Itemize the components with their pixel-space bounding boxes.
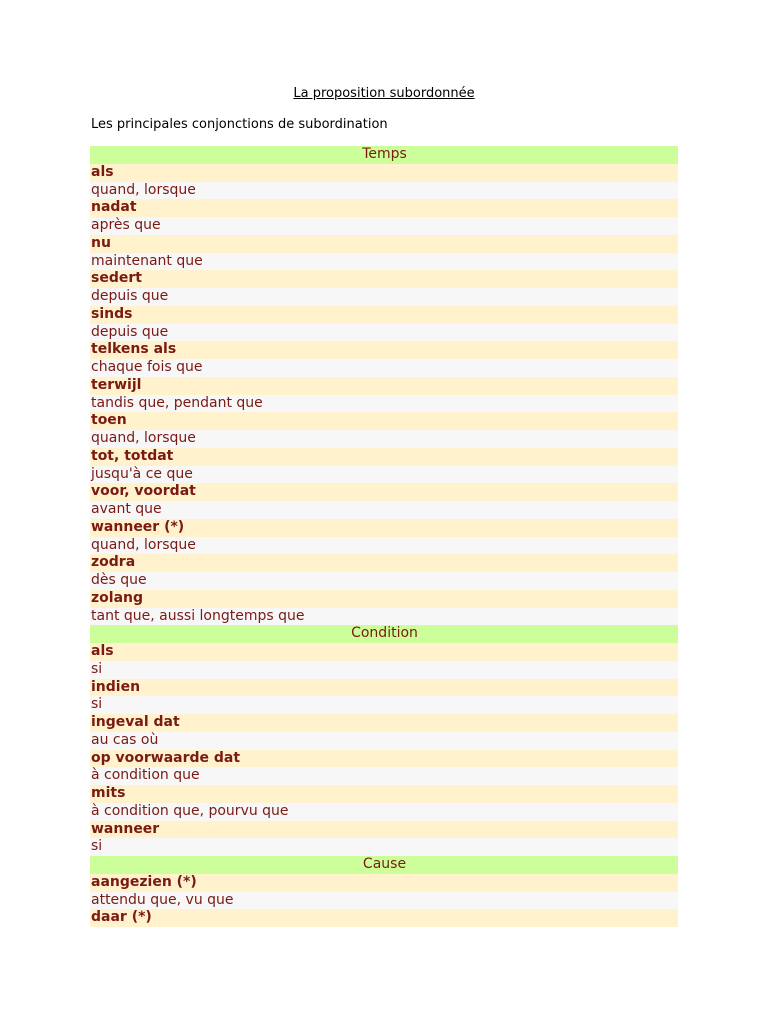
dutch-conjunction: mits	[90, 785, 678, 803]
french-translation: si	[90, 696, 678, 714]
dutch-conjunction: sedert	[90, 270, 678, 288]
french-translation: au cas où	[90, 732, 678, 750]
french-translation: attendu que, vu que	[90, 892, 678, 910]
french-translation: depuis que	[90, 288, 678, 306]
dutch-conjunction: toen	[90, 412, 678, 430]
dutch-conjunction: als	[90, 643, 678, 661]
french-translation: tandis que, pendant que	[90, 395, 678, 413]
section-header: Temps	[90, 146, 678, 164]
french-translation: quand, lorsque	[90, 537, 678, 555]
french-translation: après que	[90, 217, 678, 235]
french-translation: quand, lorsque	[90, 430, 678, 448]
french-translation: à condition que, pourvu que	[90, 803, 678, 821]
dutch-conjunction: aangezien (*)	[90, 874, 678, 892]
dutch-conjunction: wanneer (*)	[90, 519, 678, 537]
french-translation: si	[90, 838, 678, 856]
french-translation: maintenant que	[90, 253, 678, 271]
dutch-conjunction: zodra	[90, 554, 678, 572]
french-translation: tant que, aussi longtemps que	[90, 608, 678, 626]
french-translation: chaque fois que	[90, 359, 678, 377]
dutch-conjunction: zolang	[90, 590, 678, 608]
dutch-conjunction: daar (*)	[90, 909, 678, 927]
dutch-conjunction: ingeval dat	[90, 714, 678, 732]
dutch-conjunction: indien	[90, 679, 678, 697]
french-translation: dès que	[90, 572, 678, 590]
page-title: La proposition subordonnée	[293, 86, 475, 101]
french-translation: avant que	[90, 501, 678, 519]
dutch-conjunction: voor, voordat	[90, 483, 678, 501]
dutch-conjunction: op voorwaarde dat	[90, 750, 678, 768]
dutch-conjunction: telkens als	[90, 341, 678, 359]
french-translation: quand, lorsque	[90, 182, 678, 200]
dutch-conjunction: tot, totdat	[90, 448, 678, 466]
french-translation: jusqu'à ce que	[90, 466, 678, 484]
dutch-conjunction: sinds	[90, 306, 678, 324]
french-translation: à condition que	[90, 767, 678, 785]
page-subtitle: Les principales conjonctions de subordination	[91, 117, 388, 132]
dutch-conjunction: wanneer	[90, 821, 678, 839]
conjunctions-table	[90, 146, 678, 927]
french-translation: depuis que	[90, 324, 678, 342]
dutch-conjunction: als	[90, 164, 678, 182]
dutch-conjunction: nadat	[90, 199, 678, 217]
dutch-conjunction: terwijl	[90, 377, 678, 395]
section-header: Condition	[90, 625, 678, 643]
french-translation: si	[90, 661, 678, 679]
dutch-conjunction: nu	[90, 235, 678, 253]
section-header: Cause	[90, 856, 678, 874]
